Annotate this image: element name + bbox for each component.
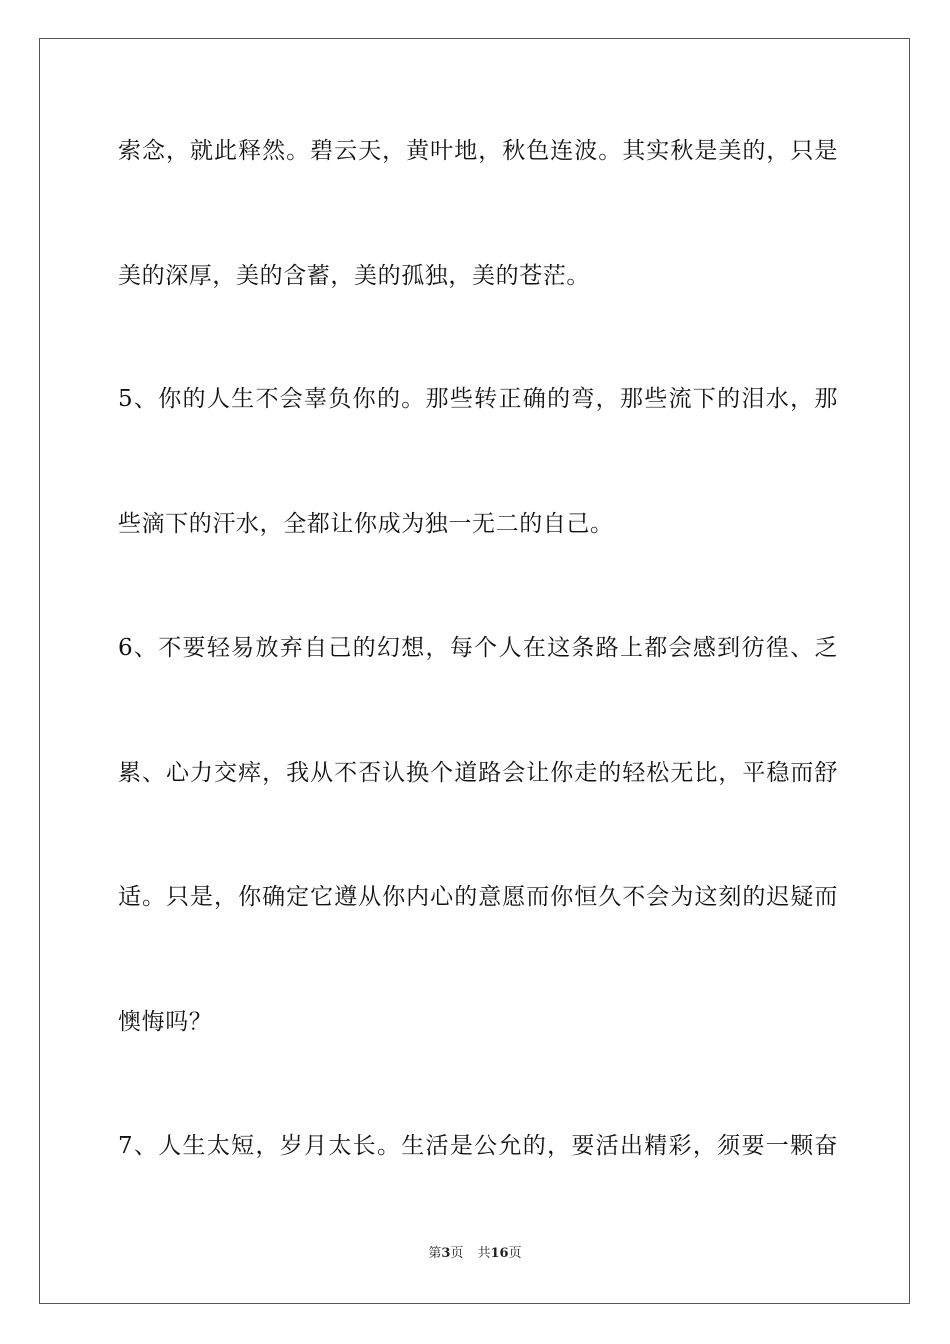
text-line-6: 累、心力交瘁，我从不否认换个道路会让你走的轻松无比，平稳而舒 (118, 760, 838, 786)
total-suffix: 页 (508, 1246, 522, 1261)
text-line-3: 5、你的人生不会辜负你的。那些转正确的弯，那些流下的泪水，那 (118, 386, 838, 412)
text-line-9: 7、人生太短，岁月太长。生活是公允的，要活出精彩，须要一颗奋 (118, 1133, 838, 1159)
text-line-5: 6、不要轻易放弃自己的幻想，每个人在这条路上都会感到彷徨、乏 (118, 635, 838, 661)
page-suffix: 页 (450, 1246, 464, 1261)
text-line-1: 索念，就此释然。碧云天，黄叶地，秋色连波。其实秋是美的，只是 (118, 138, 838, 164)
page-prefix: 第 (428, 1246, 442, 1261)
text-line-2: 美的深厚，美的含蓄，美的孤独，美的苍茫。 (118, 263, 590, 289)
text-line-7: 适。只是，你确定它遵从你内心的意愿而你恒久不会为这刻的迟疑而 (118, 884, 838, 910)
total-pages: 16 (490, 1246, 509, 1261)
page-number: 3 (441, 1246, 451, 1261)
text-line-8: 懊悔吗？ (118, 1009, 213, 1035)
page-border (39, 38, 910, 1304)
page-footer (0, 1245, 950, 1263)
text-line-4: 些滴下的汗水，全都让你成为独一无二的自己。 (118, 511, 614, 537)
total-prefix: 共 (477, 1246, 491, 1261)
